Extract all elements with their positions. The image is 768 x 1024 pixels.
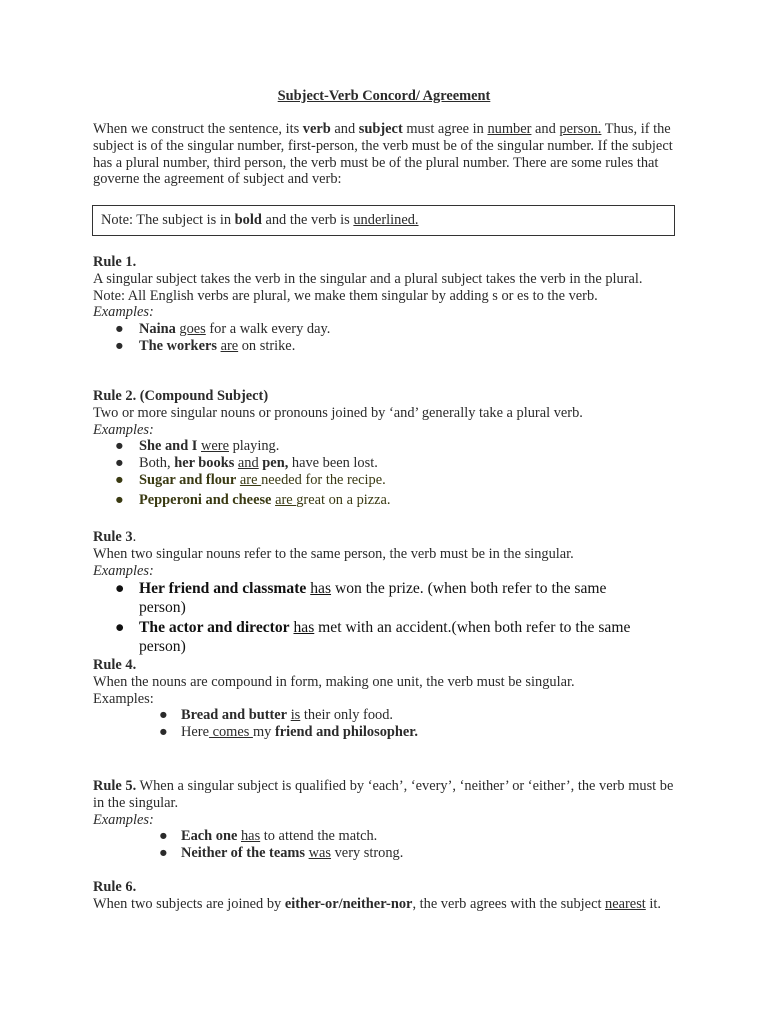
example-subject: her books — [174, 455, 235, 472]
examples-label: Examples: — [93, 304, 154, 321]
example-rest: very strong. — [331, 845, 404, 862]
example-rest: to attend the match. — [260, 828, 378, 845]
bullet-icon: ● — [159, 845, 168, 862]
examples-list — [93, 438, 683, 508]
example-subject: Neither of the teams — [181, 845, 306, 862]
examples-label: Examples: — [93, 690, 154, 707]
intro-person: person. — [559, 121, 602, 137]
examples-list — [93, 707, 683, 741]
list-item — [93, 472, 683, 489]
example-rest: needed for the recipe. — [261, 471, 386, 488]
rule-description: When two singular nouns refer to the same person, the verb must be in the singular. — [93, 545, 574, 562]
list-item — [93, 828, 683, 845]
examples-label: Examples: — [93, 562, 154, 579]
rule-underlined: nearest — [605, 895, 646, 912]
list-item — [93, 707, 683, 724]
rule-text: When two subjects are joined by — [93, 895, 285, 912]
bullet-icon: ● — [115, 438, 124, 455]
bullet-icon: ● — [115, 580, 125, 598]
examples-label: Examples: — [93, 421, 154, 438]
list-item — [93, 724, 683, 741]
examples-list — [93, 579, 653, 656]
bullet-icon: ● — [115, 491, 124, 508]
rule-heading: Rule 2. (Compound Subject) — [93, 388, 269, 404]
example-verb: has — [293, 619, 315, 637]
rule-description: When the nouns are compound in form, making one unit, the verb must be singular. — [93, 673, 575, 690]
example-verb: was — [308, 845, 332, 862]
example-rest: playing. — [228, 438, 280, 455]
bullet-icon: ● — [159, 724, 168, 741]
example-rest: have been lost. — [288, 455, 378, 472]
example-verb: are — [275, 491, 297, 508]
note-part: Note: The subject is in — [101, 212, 235, 229]
note-bold: bold — [234, 212, 262, 229]
rule-heading: Rule 1. — [93, 254, 137, 270]
intro-text: and — [330, 121, 359, 137]
example-verb: comes — [208, 724, 253, 741]
example-verb: are — [220, 337, 239, 354]
list-item — [93, 321, 683, 338]
bullet-icon: ● — [115, 619, 125, 637]
example-subject: pen, — [258, 455, 289, 472]
rule-1 — [93, 254, 683, 355]
list-item — [93, 338, 683, 355]
rule-text: , the verb agrees with the subject — [412, 895, 606, 912]
example-subject: friend and philosopher. — [274, 724, 418, 741]
example-verb: and — [237, 455, 259, 472]
example-rest: for a walk every day. — [205, 321, 331, 338]
intro-subject: subject — [358, 121, 403, 137]
example-subject: The actor and director — [139, 619, 290, 637]
example-verb: is — [290, 707, 301, 724]
example-subject: Her friend and classmate — [139, 580, 307, 598]
example-verb: has — [310, 580, 332, 598]
examples-list — [93, 321, 683, 355]
example-verb: has — [240, 828, 261, 845]
example-verb: are — [239, 471, 262, 488]
example-subject: Naina — [139, 321, 176, 338]
rule-heading: Rule 5. — [93, 778, 137, 794]
examples-list — [93, 828, 683, 862]
example-rest: great on a pizza. — [296, 491, 391, 508]
bullet-icon: ● — [115, 337, 124, 354]
example-pre: Both, — [139, 455, 175, 472]
list-item — [93, 579, 653, 617]
example-verb: goes — [179, 321, 206, 338]
example-pre: Here — [181, 724, 209, 741]
example-rest: their only food. — [300, 707, 394, 724]
intro-paragraph — [93, 121, 683, 188]
intro-number: number — [487, 121, 532, 137]
rule-5 — [93, 778, 683, 862]
bullet-icon: ● — [159, 707, 168, 724]
rule-4 — [93, 657, 683, 741]
bullet-icon: ● — [115, 471, 124, 488]
rule-note: Note: All English verbs are plural, we make them singular by adding s or es to the verb. — [93, 287, 598, 304]
note-text — [101, 212, 419, 229]
rule-heading: Rule 4. — [93, 657, 137, 673]
list-item — [93, 618, 653, 656]
example-subject: Sugar and flour — [139, 471, 237, 488]
note-underlined: underlined. — [353, 212, 419, 229]
example-verb: were — [201, 438, 229, 455]
example-subject: Each one — [181, 828, 238, 845]
intro-text: and — [531, 121, 560, 137]
bullet-icon: ● — [115, 321, 124, 338]
list-item — [93, 845, 683, 862]
note-part: and the verb is — [261, 212, 354, 229]
bullet-icon: ● — [159, 828, 168, 845]
rule-description — [93, 896, 683, 913]
example-rest: won the prize. (when both refer to the same person) — [139, 580, 607, 617]
rule-text: it. — [645, 895, 661, 912]
rule-description: When a singular subject is qualified by ‘each’, ‘every’, ‘neither’ or ‘either’, the verb must be in the singular. — [93, 778, 674, 811]
rule-6 — [93, 879, 683, 913]
intro-text: Thus, if the subject is of the singular number, first-person, the verb must be of the singular number. If the subject has a plural number, third person, the verb must be of the plural number. There are some rules that governe the agreement of subject and verb: — [93, 121, 673, 188]
intro-text: When we construct the sentence, its — [93, 121, 303, 137]
example-subject: Bread and butter — [181, 707, 288, 724]
list-item — [93, 492, 683, 509]
intro-text: must agree in — [402, 121, 488, 137]
example-rest: met with an accident.(when both refer to the same person) — [139, 619, 631, 656]
page-title: Subject-Verb Concord/ Agreement — [277, 88, 491, 104]
rule-heading-tail: . — [132, 529, 137, 545]
note-box — [92, 205, 675, 236]
bullet-icon: ● — [115, 455, 124, 472]
rule-description: A singular subject takes the verb in the singular and a plural subject takes the verb in the plural. — [93, 270, 643, 287]
examples-label: Examples: — [93, 811, 154, 828]
list-item — [93, 455, 683, 472]
example-subject: She and I — [139, 438, 198, 455]
example-subject: The workers — [139, 337, 217, 354]
example-rest: on strike. — [238, 337, 296, 354]
intro-verb: verb — [302, 121, 331, 137]
rule-2 — [93, 388, 683, 509]
rule-bold: either-or/neither-nor — [284, 895, 413, 912]
rule-3 — [93, 529, 683, 656]
example-subject: Pepperoni and cheese — [139, 491, 272, 508]
rule-heading: Rule 3 — [93, 529, 133, 545]
rule-heading: Rule 6. — [93, 879, 137, 895]
list-item — [93, 438, 683, 455]
example-mid: my — [252, 724, 275, 741]
rule-description: Two or more singular nouns or pronouns joined by ‘and’ generally take a plural verb. — [93, 404, 583, 421]
